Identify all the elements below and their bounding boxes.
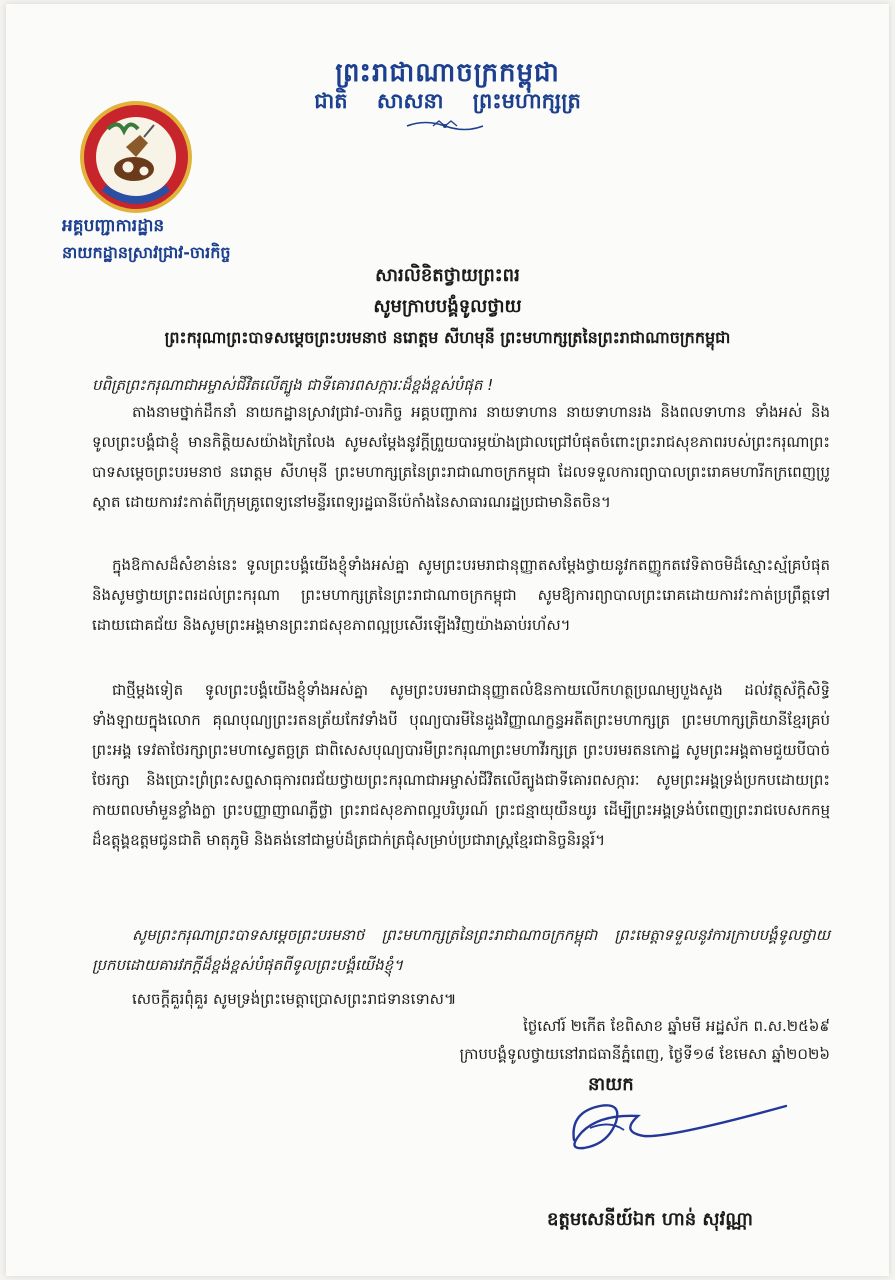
command-name: អគ្គបញ្ជាការដ្ឋាន: [62, 216, 165, 236]
kingdom-title: ព្រះរាជាណាចក្រកម្ពុជា: [335, 58, 560, 88]
salutation: បពិត្រព្រះករុណាជាអម្ចាស់ជីវិតលើត្បូង ជាទីគោរពសក្ការៈដ៏ខ្ពង់ខ្ពស់បំផុត !: [92, 376, 494, 394]
letter-addressee: ព្រះករុណាព្រះបាទសម្តេចព្រះបរមនាថ នរោត្តម សីហមុនី ព្រះមហាក្សត្រនៃព្រះរាជាណាចក្រកម្ពុជា: [164, 328, 731, 347]
handwritten-signature: [560, 1092, 790, 1162]
solar-date: ក្រាបបង្គំទូលថ្វាយនៅរាជធានីភ្នំពេញ, ថ្ងៃទី១៨ ខែមេសា ឆ្នាំ២០២៦: [459, 1045, 830, 1063]
paragraph-2: ក្នុងឱកាសដ៏សំខាន់នេះ ទូលព្រះបង្គំយើងខ្ញុំទាំងអស់គ្នា សូមព្រះបរមរាជានុញ្ញាតសម្តែងថ្វាយនូវកតញ្ញូកតវេទិតាចមិដ៏ស្មោះស្ម័គ្របំផុត និងសូមថ្វាយព្រះពរដល់ព្រះករុណា ព្រះមហាក្សត្រនៃព្រះរាជាណាចក្រកម្ពុជា សូមឱ្យការព្យាបាលព្រះរោគដោយការវះកាត់ប្រព្រឹត្តទៅដោយជោគជ័យ និងសូមព្រះអង្គមានព្រះរាជសុខភាពល្អប្រសើរឡើងវិញយ៉ាងឆាប់រហ័ស។: [92, 556, 830, 634]
paragraph-1: តាងនាមថ្នាក់ដឹកនាំ នាយកដ្ឋានស្រាវជ្រាវ-ចារកិច្ច អគ្គបញ្ជាការ នាយទាហាន នាយទាហានរង និងពលទាហាន ទាំងអស់ និងទូលព្រះបង្គំជាខ្ញុំ មានកិត្តិយសយ៉ាងក្រៃលែង សូមសម្តែងនូវក្តីព្រួយបារម្ភយ៉ាងជ្រាលជ្រៅបំផុតចំពោះព្រះរាជសុខភាពរបស់ព្រះករុណាព្រះបាទសម្តេចព្រះបរមនាថ នរោត្តម សីហមុនី ព្រះមហាក្សត្រនៃព្រះរាជាណាចក្រកម្ពុជា ដែលទទួលការព្យាបាលព្រះរោគមហារីកក្រពេញប្រូស្តាត ដោយការវះកាត់ពីក្រុមគ្រូពេទ្យនៅមន្ទីរពេទ្យរដ្ឋធានីប៉េកាំងនៃសាធារណរដ្ឋប្រជាមានិតចិន។: [92, 403, 830, 511]
department-name: នាយកដ្ឋានស្រាវជ្រាវ-ចារកិច្ច: [62, 243, 231, 262]
lunar-date: ថ្ងៃសៅរ៍ ២កើត ខែពិសាខ ឆ្នាំមមី អដ្ឋស័ក ព.ស.២៥៦៩: [523, 1017, 830, 1035]
paragraph-3: ជាថ្មីម្តងទៀត ទូលព្រះបង្គំយើងខ្ញុំទាំងអស់គ្នា សូមព្រះបរមរាជានុញ្ញាតលំឱនកាយលើកហត្ថប្រណម្យបួងសួង ដល់វត្ថុស័ក្តិសិទ្ធិទាំងឡាយក្នុងលោក គុណបុណ្យព្រះរតនត្រ័យកែវទាំងបី បុណ្យបារមីនៃដួងវិញ្ញាណក្ខន្ធអតីតព្រះមហាក្សត្រ ព្រះមហាក្សត្រិយានីខ្មែរគ្រប់ព្រះអង្គ ទេវតាថែរក្សាព្រះមហាស្វេតច្ឆត្រ ជាពិសេសបុណ្យបារមីព្រះករុណាព្រះមហាវីរក្សត្រ ព្រះបរមរតនកោដ្ឋ សូមព្រះអង្គតាមជួយបីបាច់ថែរក្សា និងប្រោះព្រំព្រះសព្ទសាធុការពរជ័យថ្វាយព្រះករុណាជាអម្ចាស់ជីវិតលើត្បូងជាទីគោរពសក្ការៈ សូមព្រះអង្គទ្រង់ប្រកបដោយព្រះកាយពលមាំមួនខ្លាំងក្លា ព្រះបញ្ញាញាណភ្លឺថ្លា ព្រះរាជសុខភាពល្អបរិបូរណ៍ ព្រះជន្មាយុយឺនយូរ ដើម្បីព្រះអង្គទ្រង់បំពេញព្រះរាជបេសកកម្មដ៏ឧត្តុង្គឧត្តមជូនជាតិ មាតុភូមិ និងគង់នៅជាម្លប់ដ៏ត្រជាក់ត្រជុំសម្រាប់ប្រជារាស្ត្រខ្មែរជានិច្ចនិរន្តរ៍។: [92, 681, 830, 849]
paragraph-4: សូមព្រះករុណាព្រះបាទសម្តេចព្រះបរមនាថ ព្រះមហាក្សត្រនៃព្រះរាជាណាចក្រកម្ពុជា ព្រះមេត្តាទទួលនូវការក្រាបបង្គំទូលថ្វាយប្រកបដោយគារវភក្តីដ៏ខ្ពង់ខ្ពស់បំផុតពីទូលព្រះបង្គំយើងខ្ញុំ។: [92, 926, 830, 974]
signer-name: ឧត្តមសេនីយ៍ឯក ហាន់ សុវណ្ណា: [547, 1209, 753, 1230]
ornament-divider-icon: [405, 119, 485, 133]
military-emblem-logo: [78, 99, 194, 215]
national-motto: ជាតិ សាសនា ព្រះមហាក្សត្រ: [314, 89, 581, 113]
signer-role: នាយក: [588, 1074, 634, 1095]
closing-line: សេចក្តីគួរពុំគួរ សូមទ្រង់ព្រះមេត្តាប្រោសព្រះរាជទានទោស៕: [132, 990, 457, 1008]
letter-title: សារលិខិតថ្វាយព្រះពរ: [375, 265, 520, 286]
letter-subtitle: សូមក្រាបបង្គំទូលថ្វាយ: [373, 296, 522, 317]
